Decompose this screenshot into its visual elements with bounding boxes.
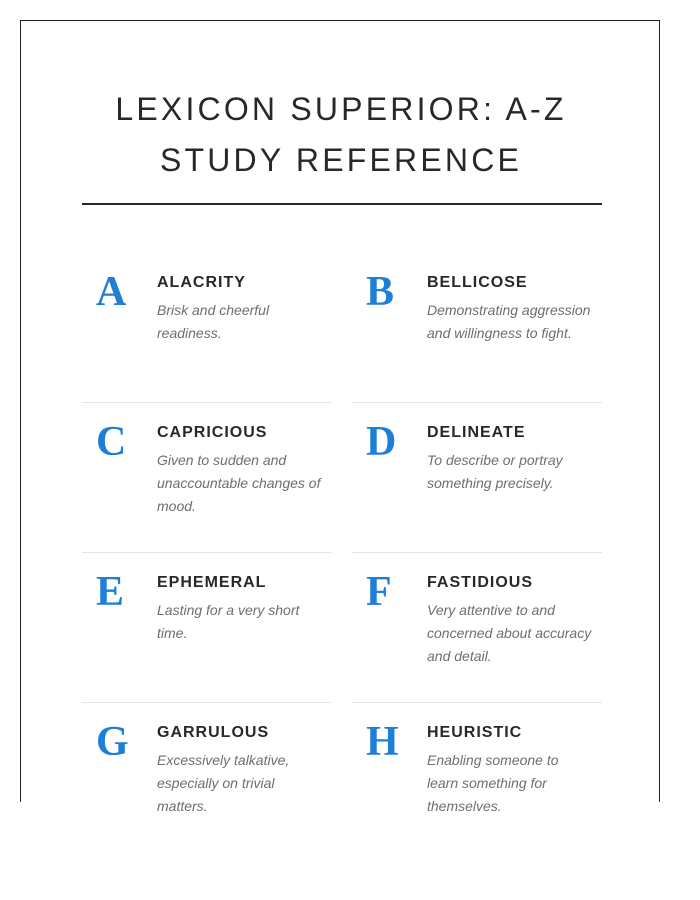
page-title-line-2: STUDY REFERENCE — [159, 142, 523, 178]
title-divider — [82, 203, 602, 205]
entry-word: CAPRICIOUS — [157, 424, 268, 441]
entry-letter: D — [366, 419, 397, 465]
entry-letter: F — [366, 569, 392, 615]
entry-letter: C — [96, 419, 127, 465]
entry-word: FASTIDIOUS — [427, 574, 534, 591]
entry-c — [82, 403, 332, 553]
entry-word: DELINEATE — [427, 424, 526, 441]
entry-word: EPHEMERAL — [157, 574, 267, 591]
entry-definition: Excessively talkative, especially on trivial matters. — [157, 752, 290, 814]
entry-word: ALACRITY — [157, 274, 246, 291]
entry-definition: Lasting for a very short time. — [157, 602, 300, 641]
entry-definition: Demonstrating aggression and willingness to fight. — [427, 302, 591, 341]
entry-h — [352, 703, 602, 853]
page-title — [21, 84, 661, 186]
entry-g — [82, 703, 332, 853]
entry-letter: A — [96, 269, 127, 315]
entry-word: BELLICOSE — [427, 274, 528, 291]
entry-definition: Enabling someone to learn something for themselves. — [427, 752, 559, 814]
entry-definition: Given to sudden and unaccountable changes of mood. — [157, 452, 321, 514]
entry-definition: To describe or portray something precisely. — [427, 452, 563, 491]
entry-letter: E — [96, 569, 125, 615]
page-title-line-1: LEXICON SUPERIOR: A-Z — [115, 91, 567, 127]
entry-definition: Brisk and cheerful readiness. — [157, 302, 270, 341]
entry-e — [82, 553, 332, 703]
entry-letter: B — [366, 269, 395, 315]
entry-letter: G — [96, 719, 129, 765]
entry-word: HEURISTIC — [427, 724, 523, 741]
entry-d — [352, 403, 602, 553]
entry-b — [352, 253, 602, 403]
entry-definition: Very attentive to and concerned about accuracy and detail. — [427, 602, 592, 664]
entry-word: GARRULOUS — [157, 724, 270, 741]
reference-card — [20, 20, 660, 814]
entry-f — [352, 553, 602, 703]
entry-a — [82, 253, 332, 403]
entry-letter: H — [366, 719, 399, 765]
